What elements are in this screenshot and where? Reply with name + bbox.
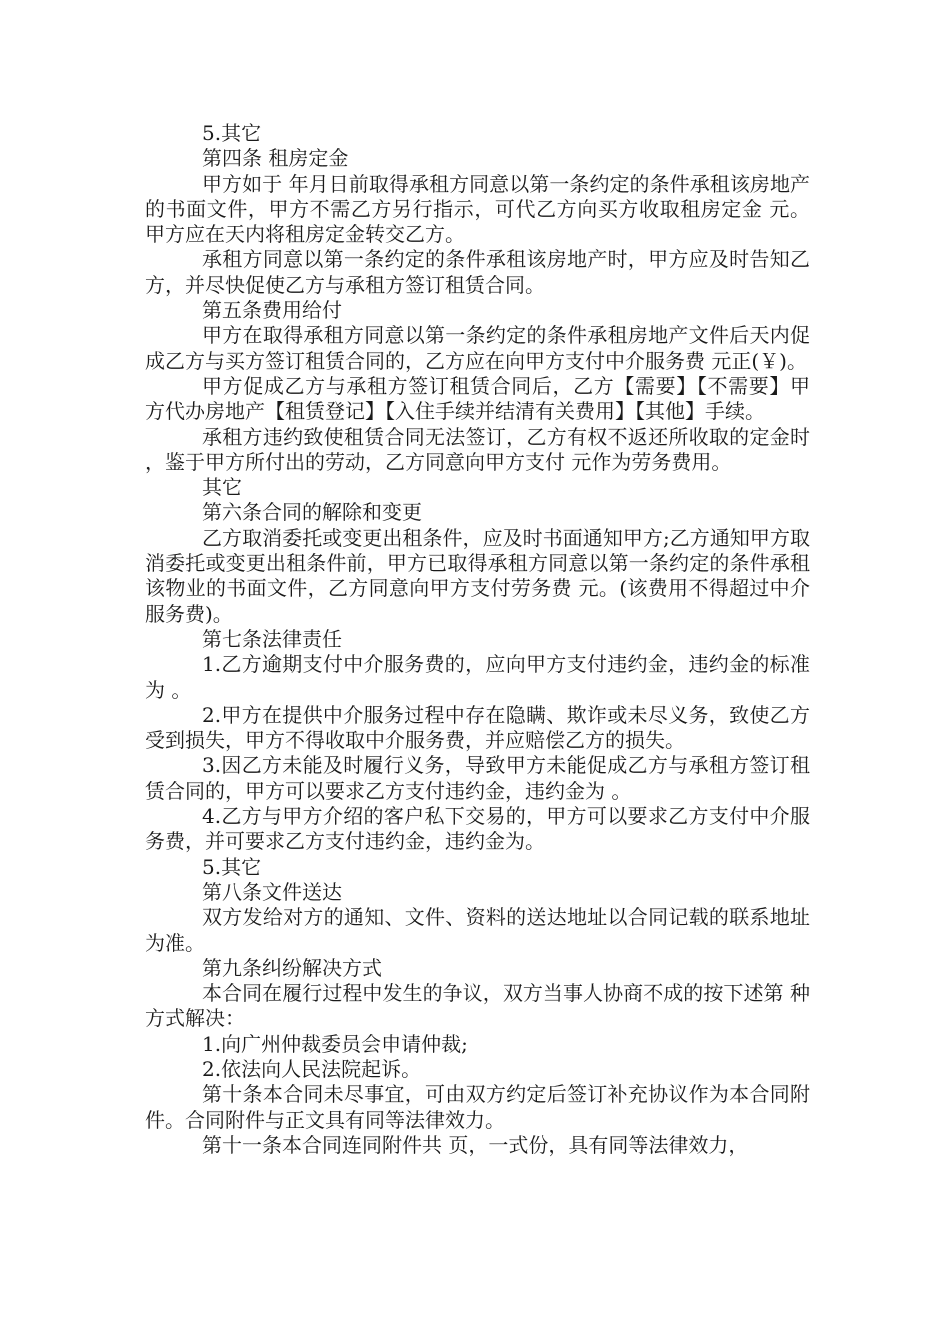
article-7-item-4: 4.乙方与甲方介绍的客户私下交易的，甲方可以要求乙方支付中介服务费，并可要求乙方支付违约金，违约金为。: [145, 804, 810, 854]
article-11-paragraph: 第十一条本合同连同附件共 页，一式份，具有同等法律效力，: [202, 1132, 749, 1157]
contract-body: [145, 121, 810, 1158]
article-7-item-5: 5.其它: [202, 854, 262, 879]
article-5-paragraph-2: 甲方促成乙方与承租方签订租赁合同后，乙方【需要】【不需要】甲方代办房地产【租赁登记】【入住手续并结清有关费用】【其他】手续。: [145, 373, 810, 424]
article-4-paragraph-1: 甲方如于 年月日前取得承租方同意以第一条约定的条件承租该房地产的书面文件，甲方不需乙方另行指示，可代乙方向买方收取租房定金 元。甲方应在天内将租房定金转交乙方。: [145, 171, 810, 247]
article-4-heading: 第四条 租房定金: [202, 146, 349, 171]
article-9-option-1: 1.向广州仲裁委员会申请仲裁;: [202, 1031, 468, 1056]
article-5-other: 其它: [202, 475, 242, 500]
article-7-heading: 第七条法律责任: [202, 626, 342, 651]
article-9-paragraph-1: 本合同在履行过程中发生的争议，双方当事人协商不成的按下述第 种方式解决：: [145, 981, 810, 1031]
article-5-heading: 第五条费用给付: [202, 298, 342, 323]
article-6-heading: 第六条合同的解除和变更: [202, 500, 422, 525]
article-7-item-2: 2.甲方在提供中介服务过程中存在隐瞒、欺诈或未尽义务，致使乙方受到损失，甲方不得收取中介服务费，并应赔偿乙方的损失。: [145, 702, 810, 753]
article-6-paragraph-1: 乙方取消委托或变更出租条件，应及时书面通知甲方;乙方通知甲方取消委托或变更出租条件前，甲方已取得承租方同意以第一条约定的条件承租该物业的书面文件，乙方同意向甲方支付劳务费 元。(该费用不得超过中介服务费)。: [145, 525, 810, 626]
article-5-paragraph-1: 甲方在取得承租方同意以第一条约定的条件承租房地产文件后天内促成乙方与买方签订租赁合同的，乙方应在向甲方支付中介服务费 元正(￥)。: [145, 323, 810, 373]
article-9-heading: 第九条纠纷解决方式: [202, 955, 382, 980]
article-8-heading: 第八条文件送达: [202, 879, 342, 904]
article-9-option-2: 2.依法向人民法院起诉。: [202, 1056, 422, 1081]
article-7-item-1: 1.乙方逾期支付中介服务费的，应向甲方支付违约金，违约金的标准为 。: [145, 652, 810, 702]
article-8-paragraph-1: 双方发给对方的通知、文件、资料的送达地址以合同记载的联系地址为准。: [145, 905, 810, 955]
article-10-paragraph: 第十条本合同未尽事宜，可由双方约定后签订补充协议作为本合同附件。合同附件与正文具有同等法律效力。: [145, 1082, 810, 1132]
paragraph-other-heading: 5.其它: [202, 121, 262, 145]
article-7-item-3: 3.因乙方未能及时履行义务，导致甲方未能促成乙方与承租方签订租赁合同的，甲方可以要求乙方支付违约金，违约金为 。: [145, 753, 810, 803]
article-4-paragraph-2: 承租方同意以第一条约定的条件承租该房地产时，甲方应及时告知乙方，并尽快促使乙方与承租方签订租赁合同。: [145, 247, 810, 297]
article-5-paragraph-3: 承租方违约致使租赁合同无法签订，乙方有权不返还所收取的定金时，鉴于甲方所付出的劳动，乙方同意向甲方支付 元作为劳务费用。: [145, 424, 810, 474]
